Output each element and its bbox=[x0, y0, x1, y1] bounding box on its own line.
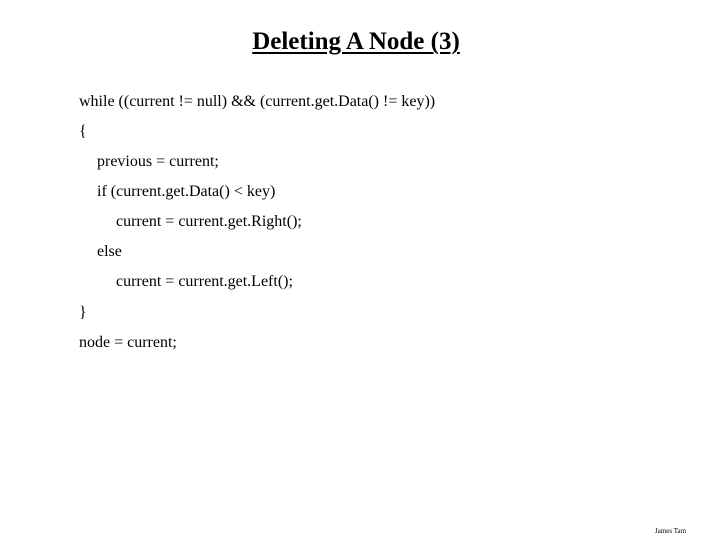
code-line-previous-assign: previous = current; bbox=[97, 153, 219, 170]
code-line-close-brace: } bbox=[79, 304, 87, 321]
code-line-go-right: current = current.get.Right(); bbox=[116, 213, 302, 230]
code-line-else: else bbox=[97, 243, 122, 260]
code-line-node-assign: node = current; bbox=[79, 334, 177, 351]
code-line-if: if (current.get.Data() < key) bbox=[97, 183, 276, 200]
code-line-open-brace: { bbox=[79, 123, 87, 140]
code-line-while: while ((current != null) && (current.get.Data() != key)) bbox=[79, 93, 436, 110]
code-line-go-left: current = current.get.Left(); bbox=[116, 273, 293, 290]
author-credit: James Tam bbox=[655, 527, 687, 535]
slide-title: Deleting A Node (3) bbox=[252, 28, 460, 55]
